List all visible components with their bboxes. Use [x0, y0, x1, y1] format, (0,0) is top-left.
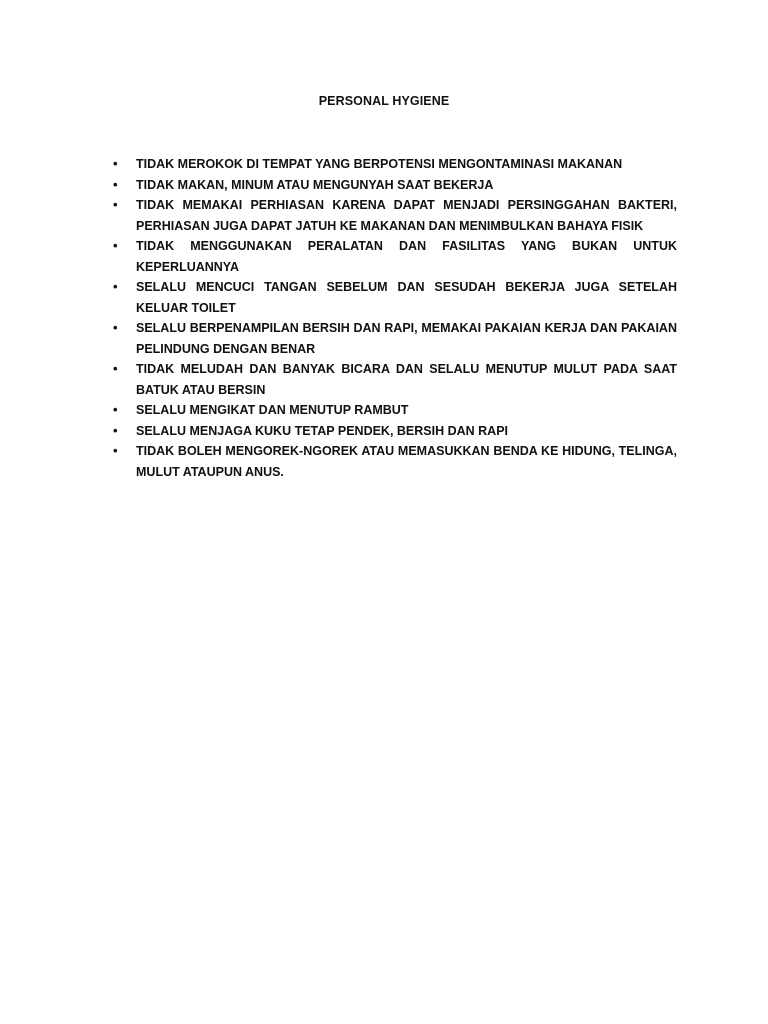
bullet-icon: •: [113, 279, 118, 294]
list-item: [114, 421, 677, 442]
list-item-text: SELALU MENGIKAT DAN MENUTUP RAMBUT: [136, 403, 409, 417]
list-item-text: TIDAK BOLEH MENGOREK-NGOREK ATAU MEMASUKKAN BENDA KE HIDUNG, TELINGA, MULUT ATAUPUN ANUS.: [136, 444, 677, 479]
list-item: [114, 175, 677, 196]
bullet-icon: •: [113, 361, 118, 376]
list-item: [114, 195, 677, 236]
list-item: [114, 277, 677, 318]
list-item-text: TIDAK MEMAKAI PERHIASAN KARENA DAPAT MENJADI PERSINGGAHAN BAKTERI, PERHIASAN JUGA DAPAT JATUH KE MAKANAN DAN MENIMBULKAN BAHAYA FISIK: [136, 198, 677, 233]
list-item-text: SELALU MENCUCI TANGAN SEBELUM DAN SESUDAH BEKERJA JUGA SETELAH KELUAR TOILET: [136, 280, 677, 315]
document-title: PERSONAL HYGIENE: [318, 94, 450, 108]
list-item: [114, 400, 677, 421]
bullet-icon: •: [113, 320, 118, 335]
list-item: [114, 154, 677, 175]
hygiene-rule-list: [114, 154, 677, 482]
bullet-icon: •: [113, 197, 118, 212]
list-item: [114, 359, 677, 400]
list-item-text: SELALU BERPENAMPILAN BERSIH DAN RAPI, MEMAKAI PAKAIAN KERJA DAN PAKAIAN PELINDUNG DENGAN BENAR: [136, 321, 677, 356]
bullet-icon: •: [113, 422, 118, 438]
bullet-icon: •: [113, 238, 118, 253]
bullet-icon: •: [113, 176, 118, 192]
list-item: [114, 236, 677, 277]
bullet-icon: •: [113, 156, 118, 171]
list-item: [114, 441, 677, 482]
list-item: [114, 318, 677, 359]
list-item-text: TIDAK MEROKOK DI TEMPAT YANG BERPOTENSI MENGONTAMINASI MAKANAN: [136, 157, 623, 171]
list-item-text: TIDAK MAKAN, MINUM ATAU MENGUNYAH SAAT BEKERJA: [136, 177, 494, 192]
list-item-text: SELALU MENJAGA KUKU TETAP PENDEK, BERSIH DAN RAPI: [136, 423, 509, 438]
list-item-text: TIDAK MELUDAH DAN BANYAK BICARA DAN SELALU MENUTUP MULUT PADA SAAT BATUK ATAU BERSIN: [136, 362, 677, 397]
bullet-icon: •: [113, 402, 118, 417]
list-item-text: TIDAK MENGGUNAKAN PERALATAN DAN FASILITAS YANG BUKAN UNTUK KEPERLUANNYA: [136, 239, 677, 274]
bullet-icon: •: [113, 443, 118, 458]
